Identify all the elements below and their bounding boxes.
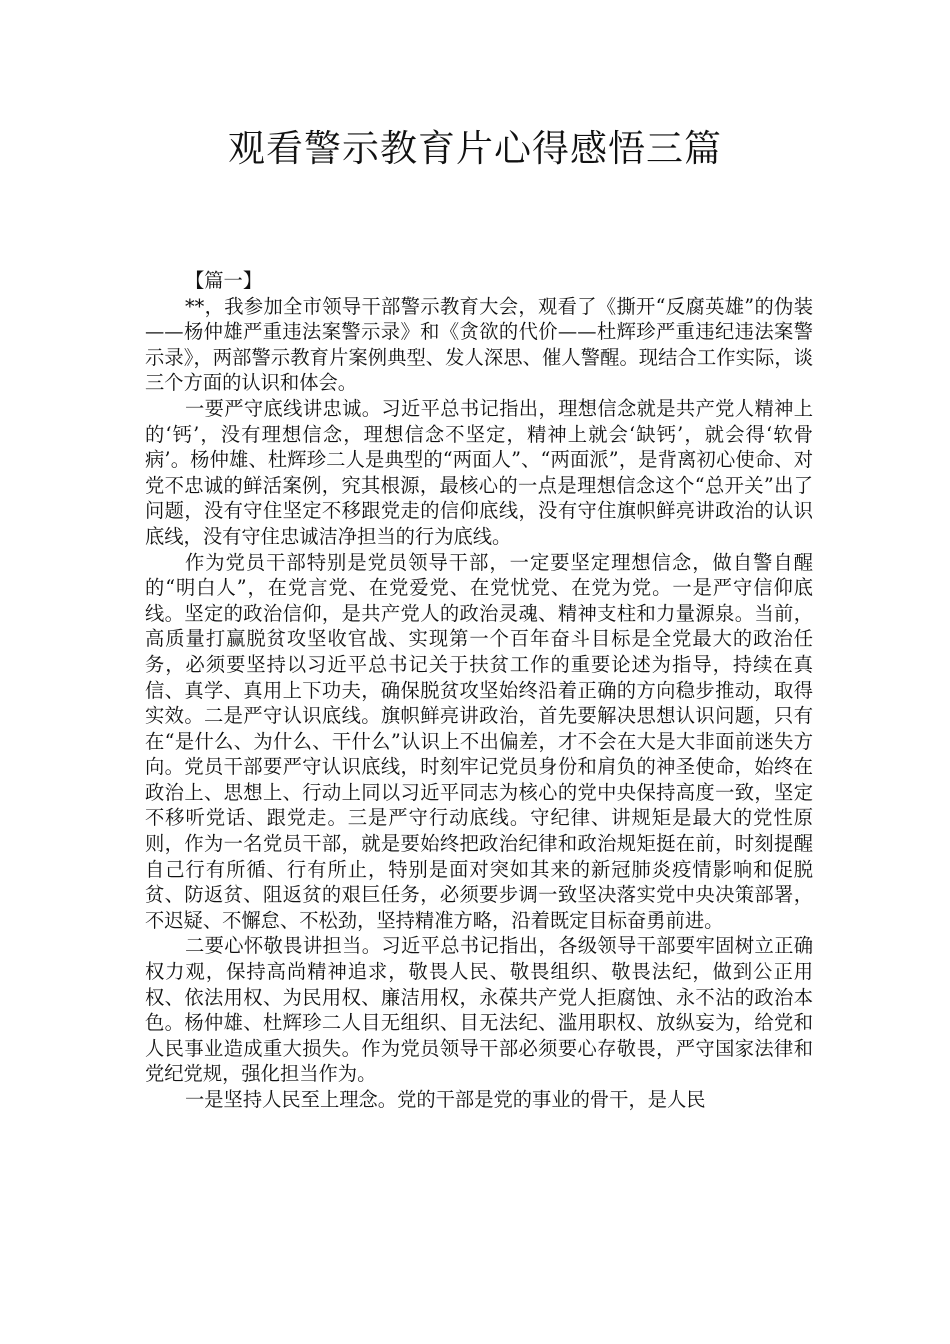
document-body	[145, 268, 813, 1113]
paragraph-intro: **，我参加全市领导干部警示教育大会，观看了《撕开“反腐英雄”的伪装——杨仲雄严重违法案警示录》和《贪欲的代价——杜辉珍严重违纪违法案警示录》，两部警示教育片案例典型、发人深思、催人警醒。现结合工作实际，谈三个方面的认识和体会。	[145, 294, 813, 395]
section-label: 【篇一】	[185, 269, 263, 292]
paragraph-point-one: 一要严守底线讲忠诚。习近平总书记指出，理想信念就是共产党人精神上的‘钙’，没有理想信念，理想信念不坚定，精神上就会‘缺钙’，就会得‘软骨病’。杨仲雄、杜辉珍二人是典型的“两面人”、“两面派”，是背离初心使命、对党不忠诚的鲜活案例，究其根源，最核心的一点是理想信念这个“总开关”出了问题，没有守住坚定不移跟党走的信仰底线，没有守住旗帜鲜亮讲政治的认识底线，没有守住忠诚洁净担当的行为底线。	[145, 396, 813, 548]
document-title: 观看警示教育片心得感悟三篇	[228, 127, 722, 170]
paragraph-point-two: 二要心怀敬畏讲担当。习近平总书记指出，各级领导干部要牢固树立正确权力观，保持高尚精神追求，敬畏人民、敬畏组织、敬畏法纪，做到公正用权、依法用权、为民用权、廉洁用权，永葆共产党人拒腐蚀、永不沾的政治本色。杨仲雄、杜辉珍二人目无组织、目无法纪、滥用职权、放纵妄为，给党和人民事业造成重大损失。作为党员领导干部必须要心存敬畏，严守国家法律和党纪党规，强化担当作为。	[145, 934, 813, 1086]
paragraph-point-two-detail: 一是坚持人民至上理念。党的干部是党的事业的骨干，是人民	[185, 1088, 706, 1111]
paragraph-point-one-detail: 作为党员干部特别是党员领导干部，一定要坚定理想信念，做自警自醒的“明白人”，在党言党、在党爱党、在党忧党、在党为党。一是严守信仰底线。坚定的政治信仰，是共产党人的政治灵魂、精神支柱和力量源泉。当前，高质量打赢脱贫攻坚收官战、实现第一个百年奋斗目标是全党最大的政治任务，必须要坚持以习近平总书记关于扶贫工作的重要论述为指导，持续在真信、真学、真用上下功夫，确保脱贫攻坚始终沿着正确的方向稳步推动，取得实效。二是严守认识底线。旗帜鲜亮讲政治，首先要解决思想认识问题，只有在“是什么、为什么、干什么”认识上不出偏差，才不会在大是大非面前迷失方向。党员干部要严守认识底线，时刻牢记党员身份和肩负的神圣使命，始终在政治上、思想上、行动上同以习近平同志为核心的党中央保持高度一致，坚定不移听党话、跟党走。三是严守行动底线。守纪律、讲规矩是最大的党性原则，作为一名党员干部，就是要始终把政治纪律和政治规矩挺在前，时刻提醒自己行有所循、行有所止，特别是面对突如其来的新冠肺炎疫情影响和促脱贫、防返贫、阻返贫的艰巨任务，必须要步调一致坚决落实党中央决策部署，不迟疑、不懈怠、不松劲，坚持精准方略，沿着既定目标奋勇前进。	[145, 550, 813, 932]
